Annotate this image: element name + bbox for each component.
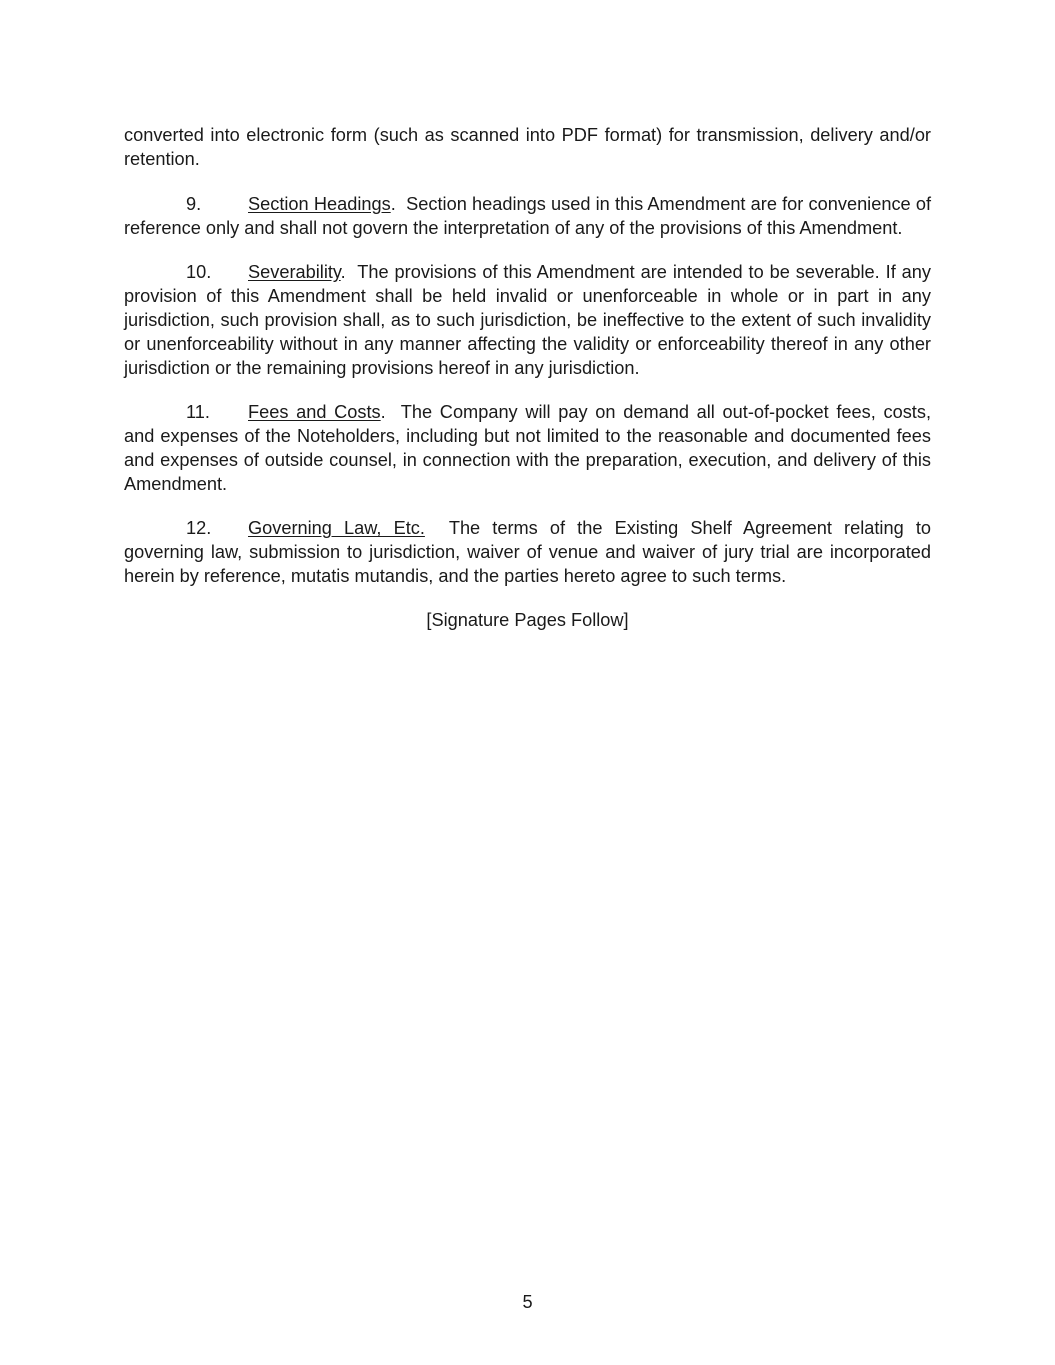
section-9-heading: Section Headings (248, 194, 391, 214)
section-10-body: The provisions of this Amendment are intended to be severable. If any provision of this Amendment shall be held invalid or unenforceable in whole or in part in any jurisdiction, such provision shall, as to such jurisdiction, be ineffective to the extent of such invalidity or unenforceability without in any manner affecting the validity or enforceability thereof in any other jurisdiction or the remaining provisions hereof in any jurisdiction. (124, 262, 932, 378)
section-10-number: 10. (186, 262, 212, 282)
section-11-number: 11. (186, 402, 210, 422)
section-9-heading-punct: . (390, 194, 396, 214)
section-9-body: Section headings used in this Amendment are for convenience of reference only and shall not govern the interpretation of any of the provisions of this Amendment. (124, 194, 932, 238)
page-number: 5 (522, 1292, 533, 1312)
section-12-number: 12. (186, 518, 212, 538)
section-12-paragraph (124, 516, 931, 588)
section-12-heading: Governing Law, Etc. (248, 518, 425, 538)
section-10-heading: Severability (248, 262, 341, 282)
continuation-paragraph: converted into electronic form (such as scanned into PDF format) for transmission, delivery and/or retention. (124, 125, 931, 169)
document-page (124, 123, 931, 632)
section-9-number: 9. (186, 194, 202, 214)
section-11-heading: Fees and Costs (248, 402, 381, 422)
section-10-paragraph (124, 260, 931, 380)
section-11-paragraph (124, 400, 931, 496)
signature-pages-note: [Signature Pages Follow] (426, 610, 629, 630)
section-10-heading-punct: . (340, 262, 346, 282)
section-12-body: The terms of the Existing Shelf Agreement relating to governing law, submission to jurisdiction, waiver of venue and waiver of jury trial are incorporated herein by reference, mutatis mutandis, and the parties hereto agree to such terms. (124, 518, 931, 586)
section-9-paragraph (124, 192, 931, 240)
section-11-heading-punct: . (380, 402, 386, 422)
section-11-body: The Company will pay on demand all out-of-pocket fees, costs, and expenses of the Noteholders, including but not limited to the reasonable and documented fees and expenses of outside counsel, in connection with the preparation, execution, and delivery of this Amendment. (124, 402, 931, 494)
